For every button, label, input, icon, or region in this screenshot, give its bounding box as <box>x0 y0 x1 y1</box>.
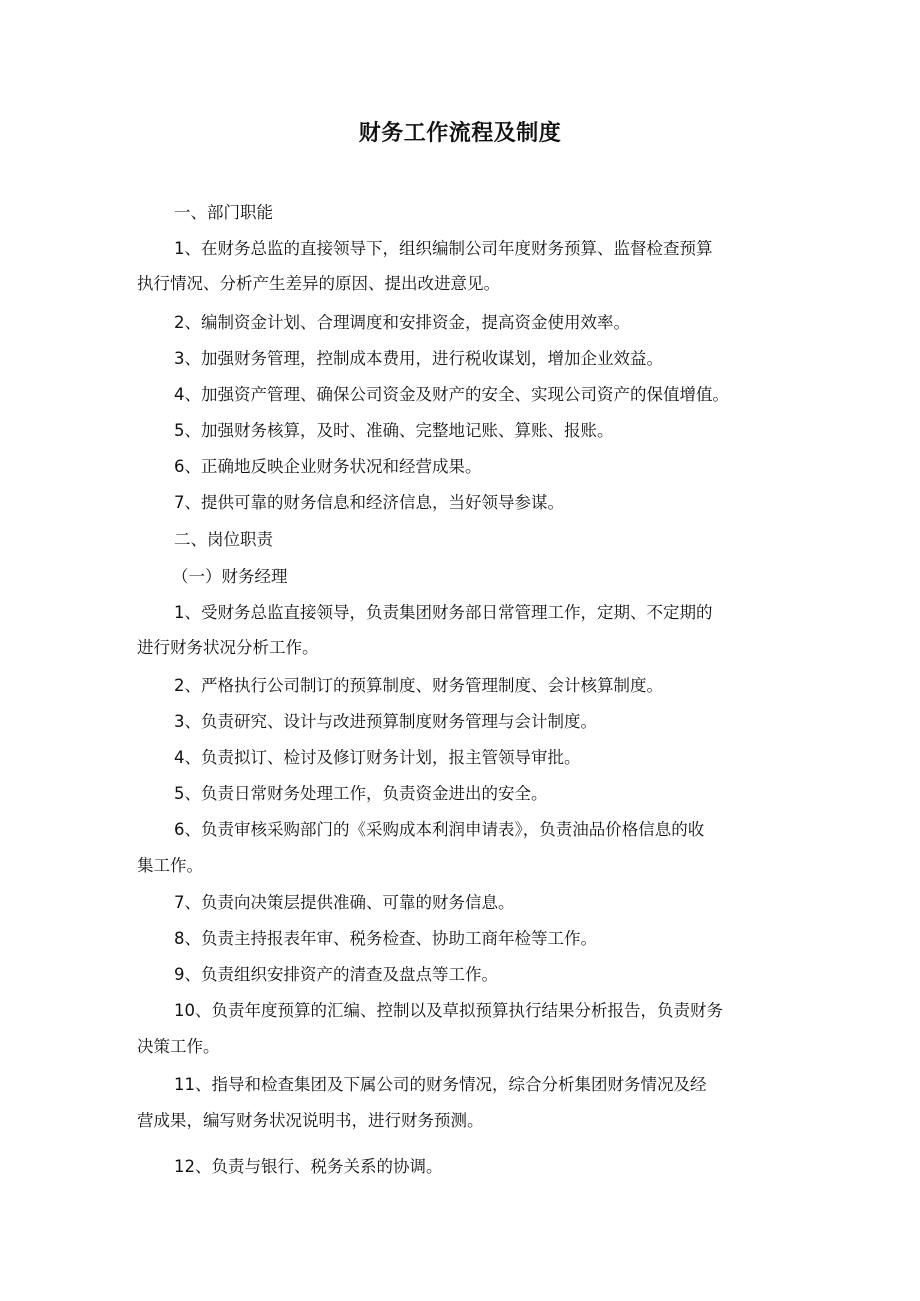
paragraph-line: 12、负责与银行、税务关系的协调。 <box>174 1157 443 1176</box>
section-heading-job-duties: 二、岗位职责 <box>174 530 273 549</box>
paragraph-line: 6、负责审核采购部门的《采购成本利润申请表》，负责油品价格信息的收 <box>174 820 705 839</box>
paragraph-line: 7、提供可靠的财务信息和经济信息，当好领导参谋。 <box>174 493 564 512</box>
paragraph-line: 5、加强财务核算，及时、准确、完整地记账、算账、报账。 <box>174 421 614 440</box>
paragraph-line: 进行财务状况分析工作。 <box>137 638 319 657</box>
paragraph-line: 2、严格执行公司制订的预算制度、财务管理制度、会计核算制度。 <box>174 676 663 695</box>
paragraph-line: 决策工作。 <box>137 1037 220 1056</box>
paragraph-line: 集工作。 <box>137 856 203 875</box>
paragraph-line: 2、编制资金计划、合理调度和安排资金，提高资金使用效率。 <box>174 313 630 332</box>
paragraph-line: 4、负责拟订、检讨及修订财务计划，报主管领导审批。 <box>174 748 581 767</box>
paragraph-line: 3、加强财务管理，控制成本费用，进行税收谋划，增加企业效益。 <box>174 349 663 368</box>
section-heading-department-functions: 一、部门职能 <box>174 203 273 222</box>
document-title: 财务工作流程及制度 <box>358 121 562 146</box>
paragraph-line: 10、负责年度预算的汇编、控制以及草拟预算执行结果分析报告，负责财务 <box>174 1001 723 1020</box>
paragraph-line: 5、负责日常财务处理工作，负责资金进出的安全。 <box>174 784 548 803</box>
paragraph-line: 1、在财务总监的直接领导下，组织编制公司年度财务预算、监督检查预算 <box>174 239 713 258</box>
paragraph-line: 营成果，编写财务状况说明书，进行财务预测。 <box>137 1111 484 1130</box>
paragraph-line: 11、指导和检查集团及下属公司的财务情况，综合分析集团财务情况及经 <box>174 1075 707 1094</box>
paragraph-line: 8、负责主持报表年审、税务检查、协助工商年检等工作。 <box>174 929 597 948</box>
paragraph-line: 6、正确地反映企业财务状况和经营成果。 <box>174 457 482 476</box>
paragraph-line: 7、负责向决策层提供准确、可靠的财务信息。 <box>174 893 515 912</box>
paragraph-line: 执行情况、分析产生差异的原因、提出改进意见。 <box>137 274 500 293</box>
paragraph-line: 4、加强资产管理、确保公司资金及财产的安全、实现公司资产的保值增值。 <box>174 385 729 404</box>
paragraph-line: 3、负责研究、设计与改进预算制度财务管理与会计制度。 <box>174 712 597 731</box>
paragraph-line: 9、负责组织安排资产的清查及盘点等工作。 <box>174 965 498 984</box>
subsection-heading-finance-manager: （一）财务经理 <box>172 567 288 586</box>
paragraph-line: 1、受财务总监直接领导，负责集团财务部日常管理工作，定期、不定期的 <box>174 603 713 622</box>
